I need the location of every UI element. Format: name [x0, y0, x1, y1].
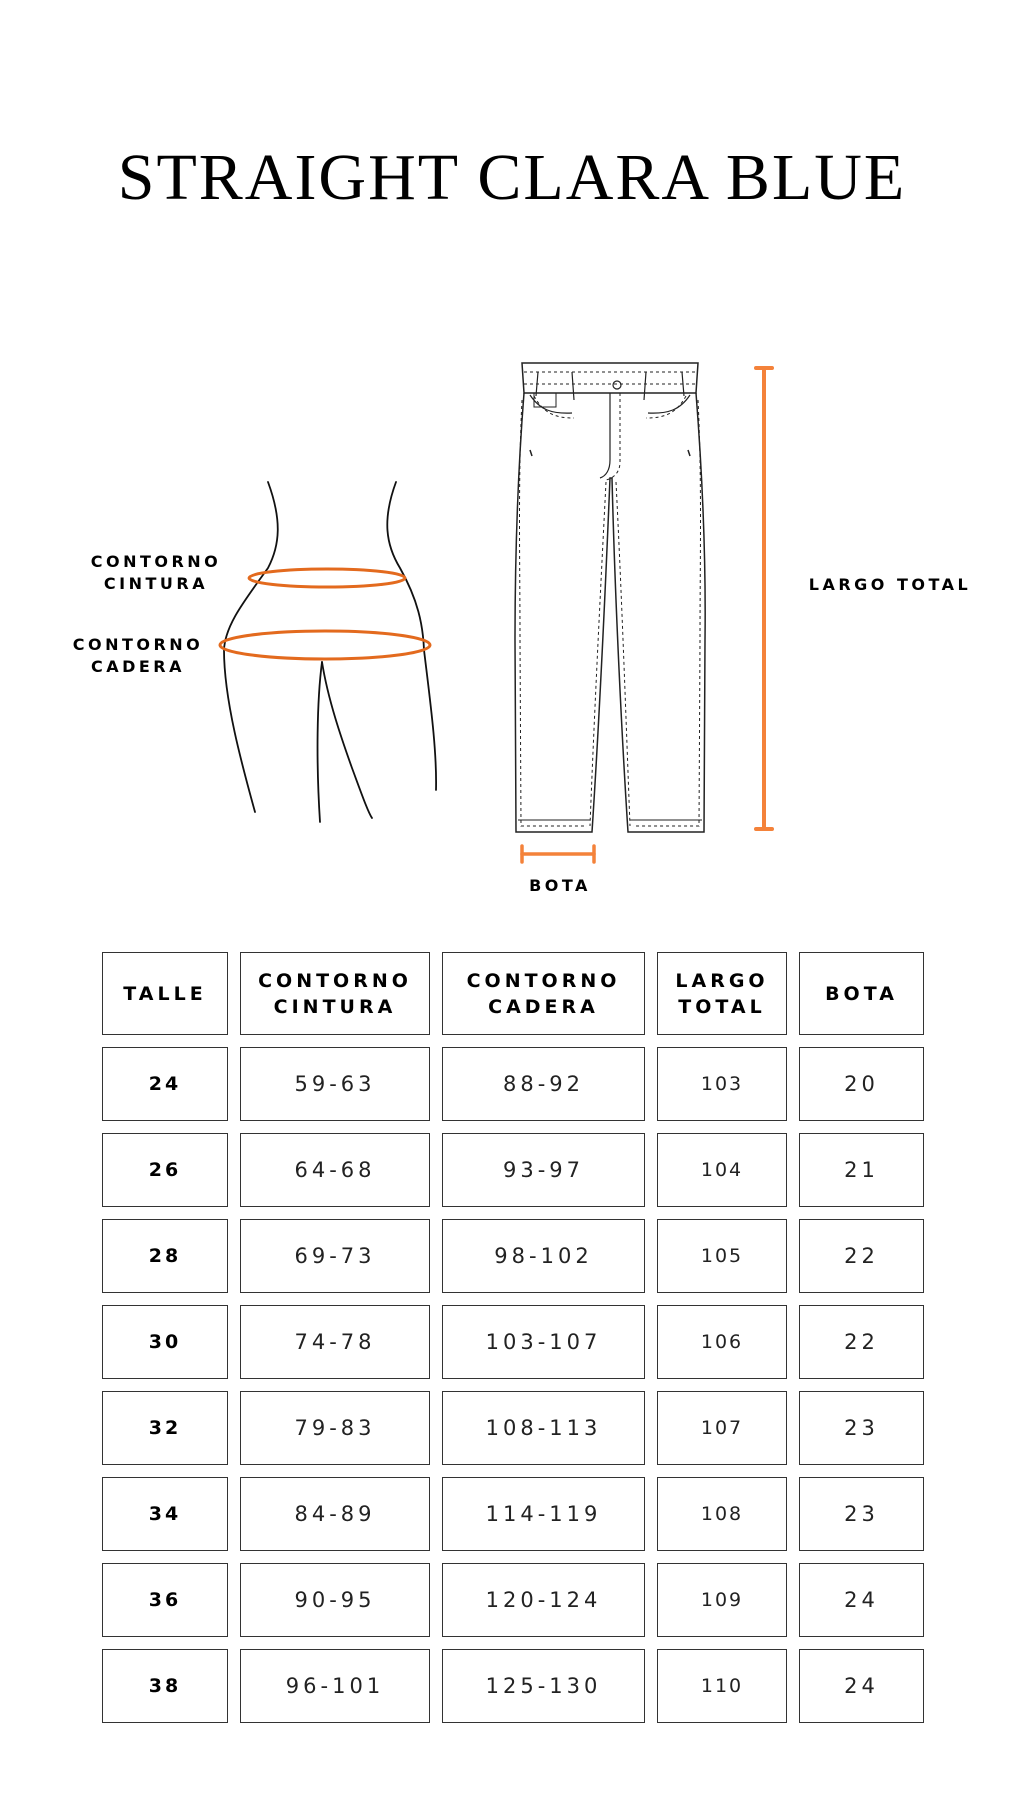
- table-row-talle: 36: [102, 1563, 228, 1637]
- table-row-cintura: 90-95: [240, 1563, 430, 1637]
- table-row-bota: 22: [799, 1219, 924, 1293]
- length-marker: [756, 368, 772, 829]
- table-row-cintura: 69-73: [240, 1219, 430, 1293]
- header-largo-total: LARGO TOTAL: [657, 952, 787, 1035]
- table-row-cadera: 125-130: [442, 1649, 645, 1723]
- table-row-bota: 23: [799, 1391, 924, 1465]
- table-row-bota: 22: [799, 1305, 924, 1379]
- table-row-cintura: 79-83: [240, 1391, 430, 1465]
- jeans-illustration: [515, 363, 705, 832]
- table-row-largo: 106: [657, 1305, 787, 1379]
- table-row-talle: 28: [102, 1219, 228, 1293]
- header-bota: BOTA: [799, 952, 924, 1035]
- table-row-largo: 109: [657, 1563, 787, 1637]
- table-row-bota: 24: [799, 1563, 924, 1637]
- table-row-cadera: 108-113: [442, 1391, 645, 1465]
- page-title: STRAIGHT CLARA BLUE: [117, 141, 907, 214]
- table-row-largo: 110: [657, 1649, 787, 1723]
- table-row-cintura: 84-89: [240, 1477, 430, 1551]
- table-row-cadera: 98-102: [442, 1219, 645, 1293]
- waist-label: CONTORNO CINTURA: [90, 552, 222, 593]
- table-row-cadera: 120-124: [442, 1563, 645, 1637]
- header-talle: TALLE: [102, 952, 228, 1035]
- header-contorno-cintura: CONTORNO CINTURA: [240, 952, 430, 1035]
- table-row-cintura: 96-101: [240, 1649, 430, 1723]
- table-row-largo: 108: [657, 1477, 787, 1551]
- table-row-cadera: 103-107: [442, 1305, 645, 1379]
- length-label: LARGO TOTAL: [808, 575, 972, 594]
- waist-ring: [249, 569, 405, 587]
- table-row-bota: 23: [799, 1477, 924, 1551]
- table-row-cintura: 59-63: [240, 1047, 430, 1121]
- hip-ring: [220, 631, 430, 659]
- hem-label: BOTA: [529, 876, 591, 895]
- measurement-rings: [220, 569, 430, 659]
- table-row-largo: 107: [657, 1391, 787, 1465]
- hip-label: CONTORNO CADERA: [72, 635, 204, 676]
- table-row-cadera: 93-97: [442, 1133, 645, 1207]
- table-row-bota: 20: [799, 1047, 924, 1121]
- table-row-talle: 30: [102, 1305, 228, 1379]
- table-row-largo: 104: [657, 1133, 787, 1207]
- table-row-cadera: 114-119: [442, 1477, 645, 1551]
- table-row-cintura: 64-68: [240, 1133, 430, 1207]
- table-row-talle: 24: [102, 1047, 228, 1121]
- table-row-bota: 24: [799, 1649, 924, 1723]
- table-row-bota: 21: [799, 1133, 924, 1207]
- table-row-largo: 105: [657, 1219, 787, 1293]
- header-contorno-cadera: CONTORNO CADERA: [442, 952, 645, 1035]
- table-row-talle: 38: [102, 1649, 228, 1723]
- table-row-cintura: 74-78: [240, 1305, 430, 1379]
- table-row-talle: 34: [102, 1477, 228, 1551]
- table-row-cadera: 88-92: [442, 1047, 645, 1121]
- table-row-largo: 103: [657, 1047, 787, 1121]
- hem-marker: [522, 846, 594, 862]
- table-row-talle: 32: [102, 1391, 228, 1465]
- table-row-talle: 26: [102, 1133, 228, 1207]
- body-silhouette-illustration: [224, 482, 436, 822]
